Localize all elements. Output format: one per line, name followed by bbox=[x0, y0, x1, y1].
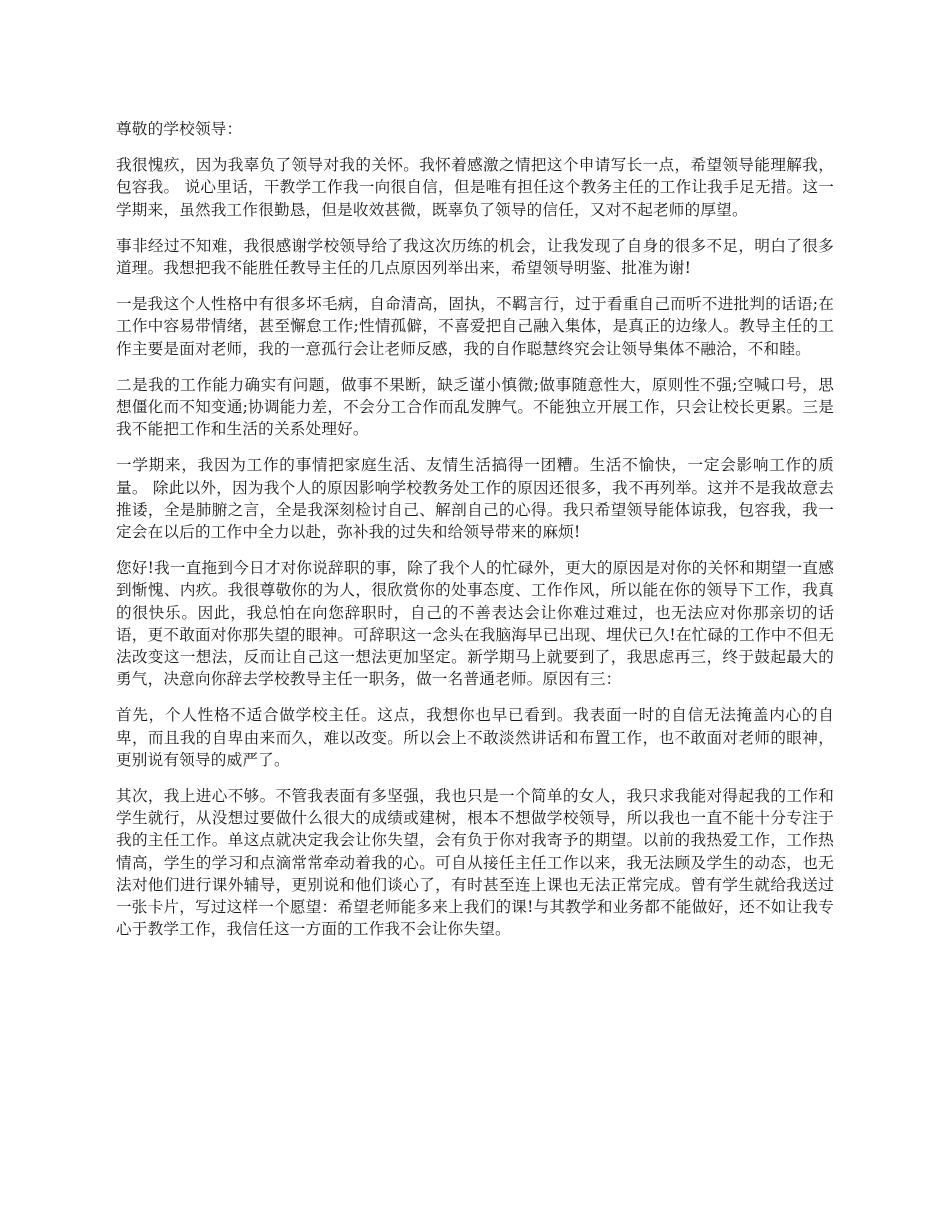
paragraph-7: 首先，个人性格不适合做学校主任。这点，我想你也早已看到。我表面一时的自信无法掩盖内心的自卑，而且我的自卑由来而久，难以改变。所以会上不敢淡然讲话和布置工作，也不敢面对老师的眼神，更别说有领导的威严了。 bbox=[116, 706, 834, 769]
paragraph-5: 一学期来，我因为工作的事情把家庭生活、友情生活搞得一团糟。生活不愉快，一定会影响工作的质量。 除此以外，因为我个人的原因影响学校教务处工作的原因还很多，我不再列举。这并不是我故意去推诿，全是肺腑之言，全是我深刻检讨自己、解剖自己的心得。我只希望领导能体谅我，包容我，我一定会在以后的工作中全力以赴，弥补我的过失和给领导带来的麻烦! bbox=[116, 456, 834, 542]
paragraph-6: 您好!我一直拖到今日才对你说辞职的事，除了我个人的忙碌外，更大的原因是对你的关怀和期望一直感到惭愧、内疚。我很尊敬你的为人，很欣赏你的处事态度、工作作风，所以能在你的领导下工作，我真的很快乐。因此，我总怕在向您辞职时，自己的不善表达会让你难过难过，也无法应对你那亲切的话语，更不敢面对你那失望的眼神。可辞职这一念头在我脑海早已出现、埋伏已久!在忙碌的工作中不但无法改变这一想法，反而让自己这一想法更加坚定。新学期马上就要到了，我思虑再三，终于鼓起最大的勇气，决意向你辞去学校教导主任一职务，做一名普通老师。原因有三： bbox=[116, 559, 834, 689]
paragraph-4: 二是我的工作能力确实有问题，做事不果断，缺乏谨小慎微;做事随意性大，原则性不强;空喊口号，思想僵化而不知变通;协调能力差，不会分工合作而乱发脾气。不能独立开展工作，只会让校长更累。三是我不能把工作和生活的关系处理好。 bbox=[116, 375, 834, 439]
paragraph-3: 一是我这个人性格中有很多坏毛病，自命清高，固执，不羁言行，过于看重自己而听不进批判的话语;在工作中容易带情绪，甚至懈怠工作;性情孤僻，不喜爱把自己融入集体，是真正的边缘人。教导主任的工作主要是面对老师，我的一意孤行会让老师反感，我的自作聪慧终究会让领导集体不融洽，不和睦。 bbox=[116, 295, 834, 358]
paragraph-1: 我很愧疚，因为我辜负了领导对我的关怀。我怀着感激之情把这个申请写长一点，希望领导能理解我，包容我。 说心里话，干教学工作我一向很自信，但是唯有担任这个教务主任的工作让我手足无措。这一学期来，虽然我工作很勤恳，但是收效甚微，既辜负了领导的信任，又对不起老师的厚望。 bbox=[116, 156, 834, 219]
salutation: 尊敬的学校领导： bbox=[116, 120, 243, 138]
paragraph-2: 事非经过不知难，我很感谢学校领导给了我这次历练的机会，让我发现了自身的很多不足，明白了很多道理。我想把我不能胜任教导主任的几点原因列举出来，希望领导明鉴、批准为谢! bbox=[116, 236, 834, 278]
document-page bbox=[116, 118, 834, 955]
paragraph-8: 其次，我上进心不够。不管我表面有多坚强，我也只是一个简单的女人，我只求我能对得起我的工作和学生就行，从没想过要做什么很大的成绩或建树，根本不想做学校领导，所以我也一直不能十分专注于我的主任工作。单这点就决定我会让你失望，会有负于你对我寄予的期望。以前的我热爱工作，工作热情高，学生的学习和点滴常常牵动着我的心。可自从接任主任工作以来，我无法顾及学生的动态，也无法对他们进行课外辅导，更别说和他们谈心了，有时甚至连上课也无法正常完成。曾有学生就给我送过一张卡片，写过这样一个愿望：希望老师能多来上我们的课!与其教学和业务都不能做好，还不如让我专心于教学工作，我信任这一方面的工作我不会让你失望。 bbox=[116, 787, 834, 939]
